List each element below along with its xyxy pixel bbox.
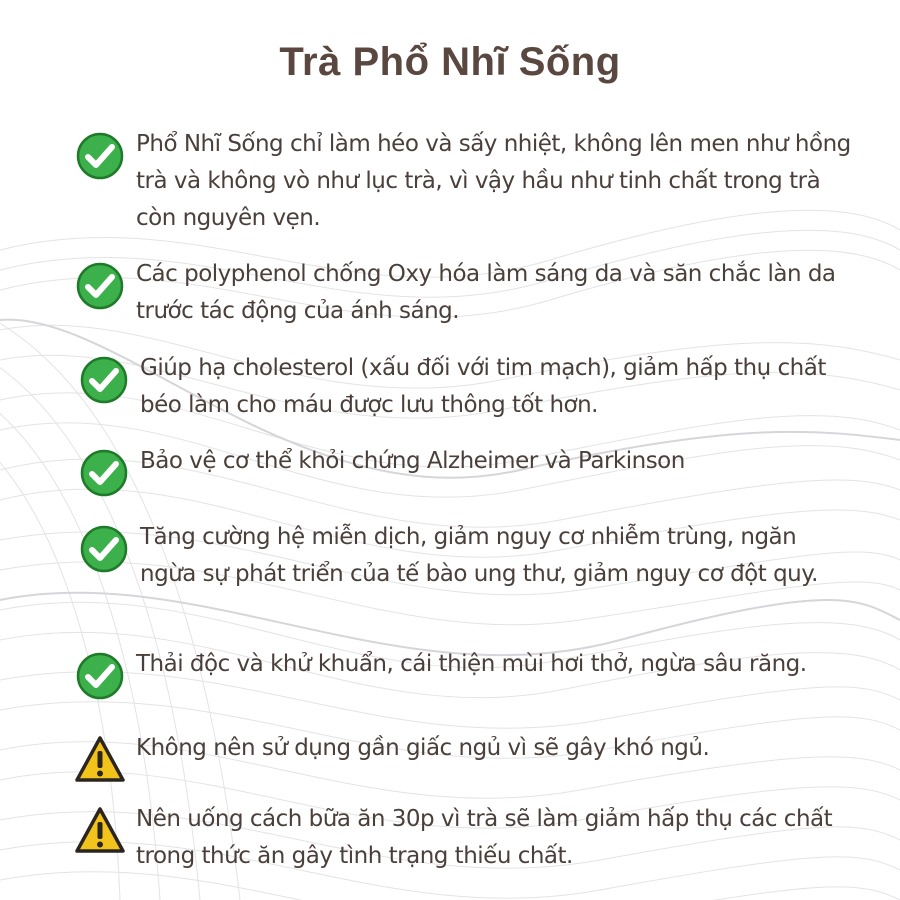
- benefit-text: Các polyphenol chống Oxy hóa làm sáng da và săn chắc làn da trước tác động của ánh sáng.: [136, 261, 836, 324]
- benefit-text: Thải độc và khử khuẩn, cái thiện mùi hơi thở, ngừa sâu răng.: [136, 651, 807, 677]
- benefit-text: Bảo vệ cơ thể khỏi chứng Alzheimer và Parkinson: [140, 448, 685, 474]
- check-circle-icon: [78, 354, 130, 406]
- benefit-item: [78, 350, 858, 424]
- check-circle-icon: [74, 130, 126, 182]
- check-circle-icon: [74, 260, 126, 312]
- benefit-item: [78, 519, 858, 593]
- benefit-item: [74, 256, 854, 330]
- check-circle-icon: [78, 447, 130, 499]
- check-circle-icon: [74, 650, 126, 702]
- benefit-text: Giúp hạ cholesterol (xấu đối với tim mạch), giảm hấp thụ chất béo làm cho máu được lưu thông tốt hơn.: [140, 355, 826, 418]
- benefit-item: [74, 126, 854, 237]
- warning-triangle-icon: [74, 734, 126, 786]
- benefit-item: [74, 646, 854, 702]
- warning-text: Nên uống cách bữa ăn 30p vì trà sẽ làm giảm hấp thụ các chất trong thức ăn gây tình trạng thiếu chất.: [136, 806, 833, 869]
- warning-triangle-icon: [74, 805, 126, 857]
- check-circle-icon: [78, 523, 130, 575]
- warning-item: [74, 801, 854, 875]
- warning-text: Không nên sử dụng gần giấc ngủ vì sẽ gây khó ngủ.: [136, 735, 710, 761]
- benefit-text: Tăng cường hệ miễn dịch, giảm nguy cơ nhiễm trùng, ngăn ngừa sự phát triển của tế bào ung thư, giảm nguy cơ đột quy.: [140, 524, 818, 587]
- benefit-item: [78, 443, 858, 499]
- benefit-text: Phổ Nhĩ Sống chỉ làm héo và sấy nhiệt, không lên men như hồng trà và không vò như lục trà, vì vậy hầu như tinh chất trong trà còn nguyên vẹn.: [136, 131, 851, 231]
- warning-item: [74, 730, 854, 786]
- page-title: Trà Phổ Nhĩ Sống: [279, 40, 621, 84]
